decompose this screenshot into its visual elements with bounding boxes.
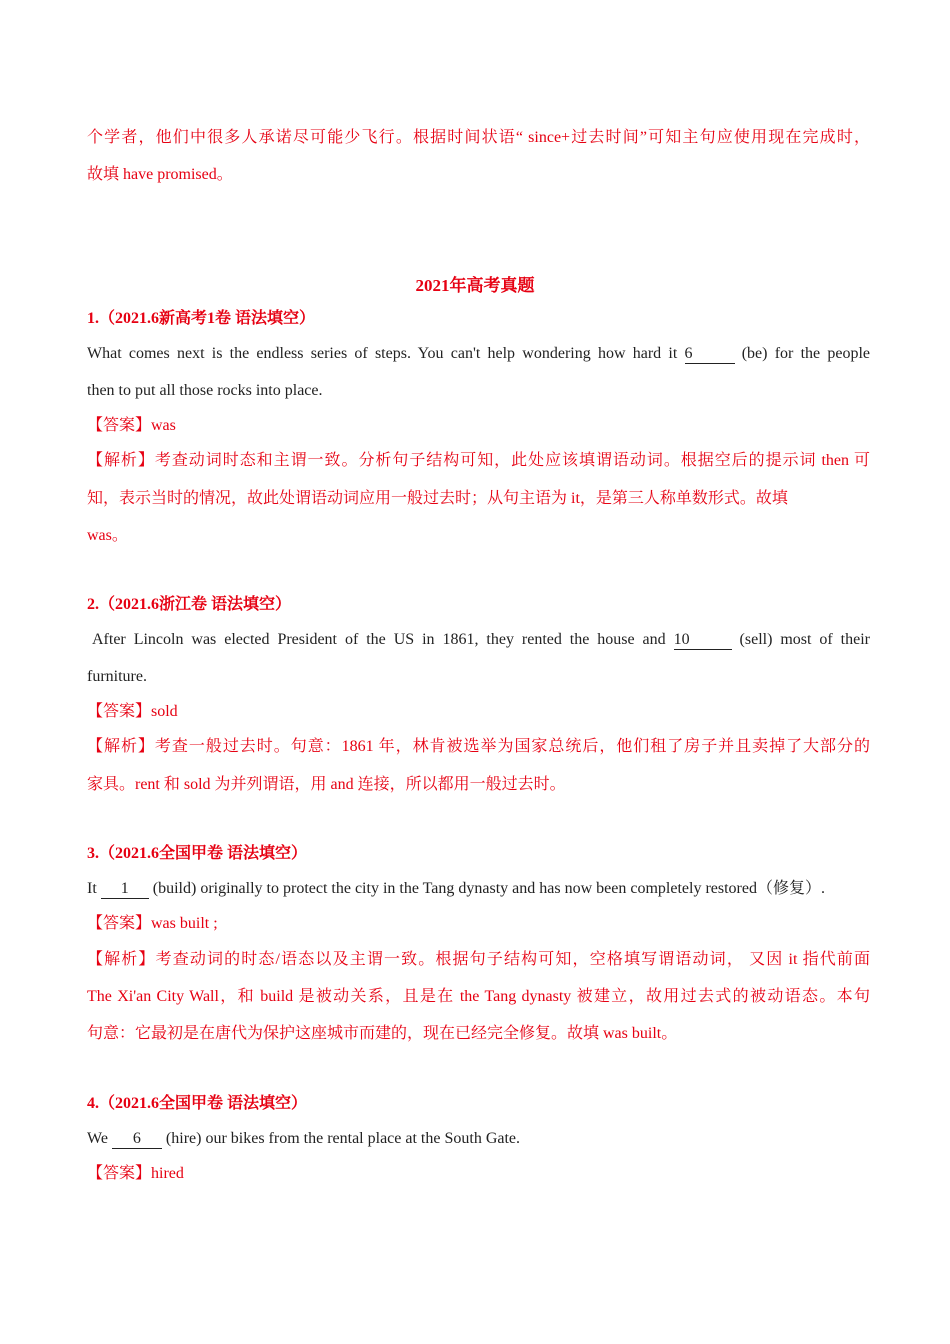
q2-blank: 10 <box>674 631 732 650</box>
q2-question-line-2: furniture. <box>87 668 147 685</box>
q4-question-hint: (hire) our bikes from the rental place at the South Gate. <box>161 1130 521 1147</box>
q1-question-line-1 <box>87 343 870 365</box>
section-title: 2021年高考真题 <box>415 276 535 295</box>
q3-question-hint: (build) originally to protect the city in the Tang dynasty and has now been completely restored（修复）. <box>148 880 825 897</box>
q2-explanation-line-1: 【解析】考查一般过去时。句意：1861 年，林肯被选举为国家总统后，他们租了房子并且卖掉了大部分的 <box>87 738 870 755</box>
q3-question-text: It <box>87 880 101 897</box>
q2-question-hint: (sell) most of their <box>731 631 871 648</box>
q3-question-line <box>87 878 870 900</box>
q3-explanation-line-1: 【解析】考查动词的时态/语态以及主谓一致。根据句子结构可知，空格填写谓语动词， 又因 it 指代前面 <box>87 951 870 968</box>
q4-question-text: We <box>87 1130 112 1147</box>
q1-blank: 6 <box>685 345 735 364</box>
q1-explanation-line-1: 【解析】考查动词时态和主谓一致。分析句子结构可知，此处应该填谓语动词。根据空后的提示词 then 可 <box>87 452 870 469</box>
intro-line-1: 个学者，他们中很多人承诺尽可能少飞行。根据时间状语“ since+过去时间”可知主句应使用现在完成时， <box>87 129 870 146</box>
q1-heading: 1.（2021.6新高考1卷 语法填空） <box>87 310 316 327</box>
q1-question-text: What comes next is the endless series of steps. You can't help wondering how hard it <box>87 345 685 362</box>
q3-heading: 3.（2021.6全国甲卷 语法填空） <box>87 845 308 862</box>
q2-question-line-1 <box>92 629 870 651</box>
q3-blank: 1 <box>101 880 149 899</box>
q2-heading: 2.（2021.6浙江卷 语法填空） <box>87 596 292 613</box>
q2-answer: 【答案】sold <box>87 703 178 720</box>
q1-answer: 【答案】was <box>87 417 176 434</box>
q2-question-text: After Lincoln was elected President of the US in 1861, they rented the house and <box>92 631 674 648</box>
q4-blank: 6 <box>112 1130 162 1149</box>
q4-heading: 4.（2021.6全国甲卷 语法填空） <box>87 1095 308 1112</box>
intro-line-2: 故填 have promised。 <box>87 166 233 183</box>
q3-explanation-line-2: The Xi'an City Wall，和 build 是被动关系，且是在 the Tang dynasty 被建立，故用过去式的被动语态。本句 <box>87 988 870 1005</box>
q4-question-line <box>87 1128 870 1150</box>
q1-question-line-2: then to put all those rocks into place. <box>87 382 323 399</box>
q4-answer: 【答案】hired <box>87 1165 184 1182</box>
q3-explanation-line-3: 句意：它最初是在唐代为保护这座城市而建的，现在已经完全修复。故填 was built。 <box>87 1025 678 1042</box>
q1-explanation-line-3: was。 <box>87 527 128 544</box>
q3-answer: 【答案】was built ; <box>87 915 218 932</box>
q2-explanation-line-2: 家具。rent 和 sold 为并列谓语，用 and 连接，所以都用一般过去时。 <box>87 776 566 793</box>
q1-explanation-line-2: 知，表示当时的情况，故此处谓语动词应用一般过去时；从句主语为 it，是第三人称单数形式。故填 <box>87 490 788 507</box>
q1-question-hint: (be) for the people <box>734 345 871 362</box>
